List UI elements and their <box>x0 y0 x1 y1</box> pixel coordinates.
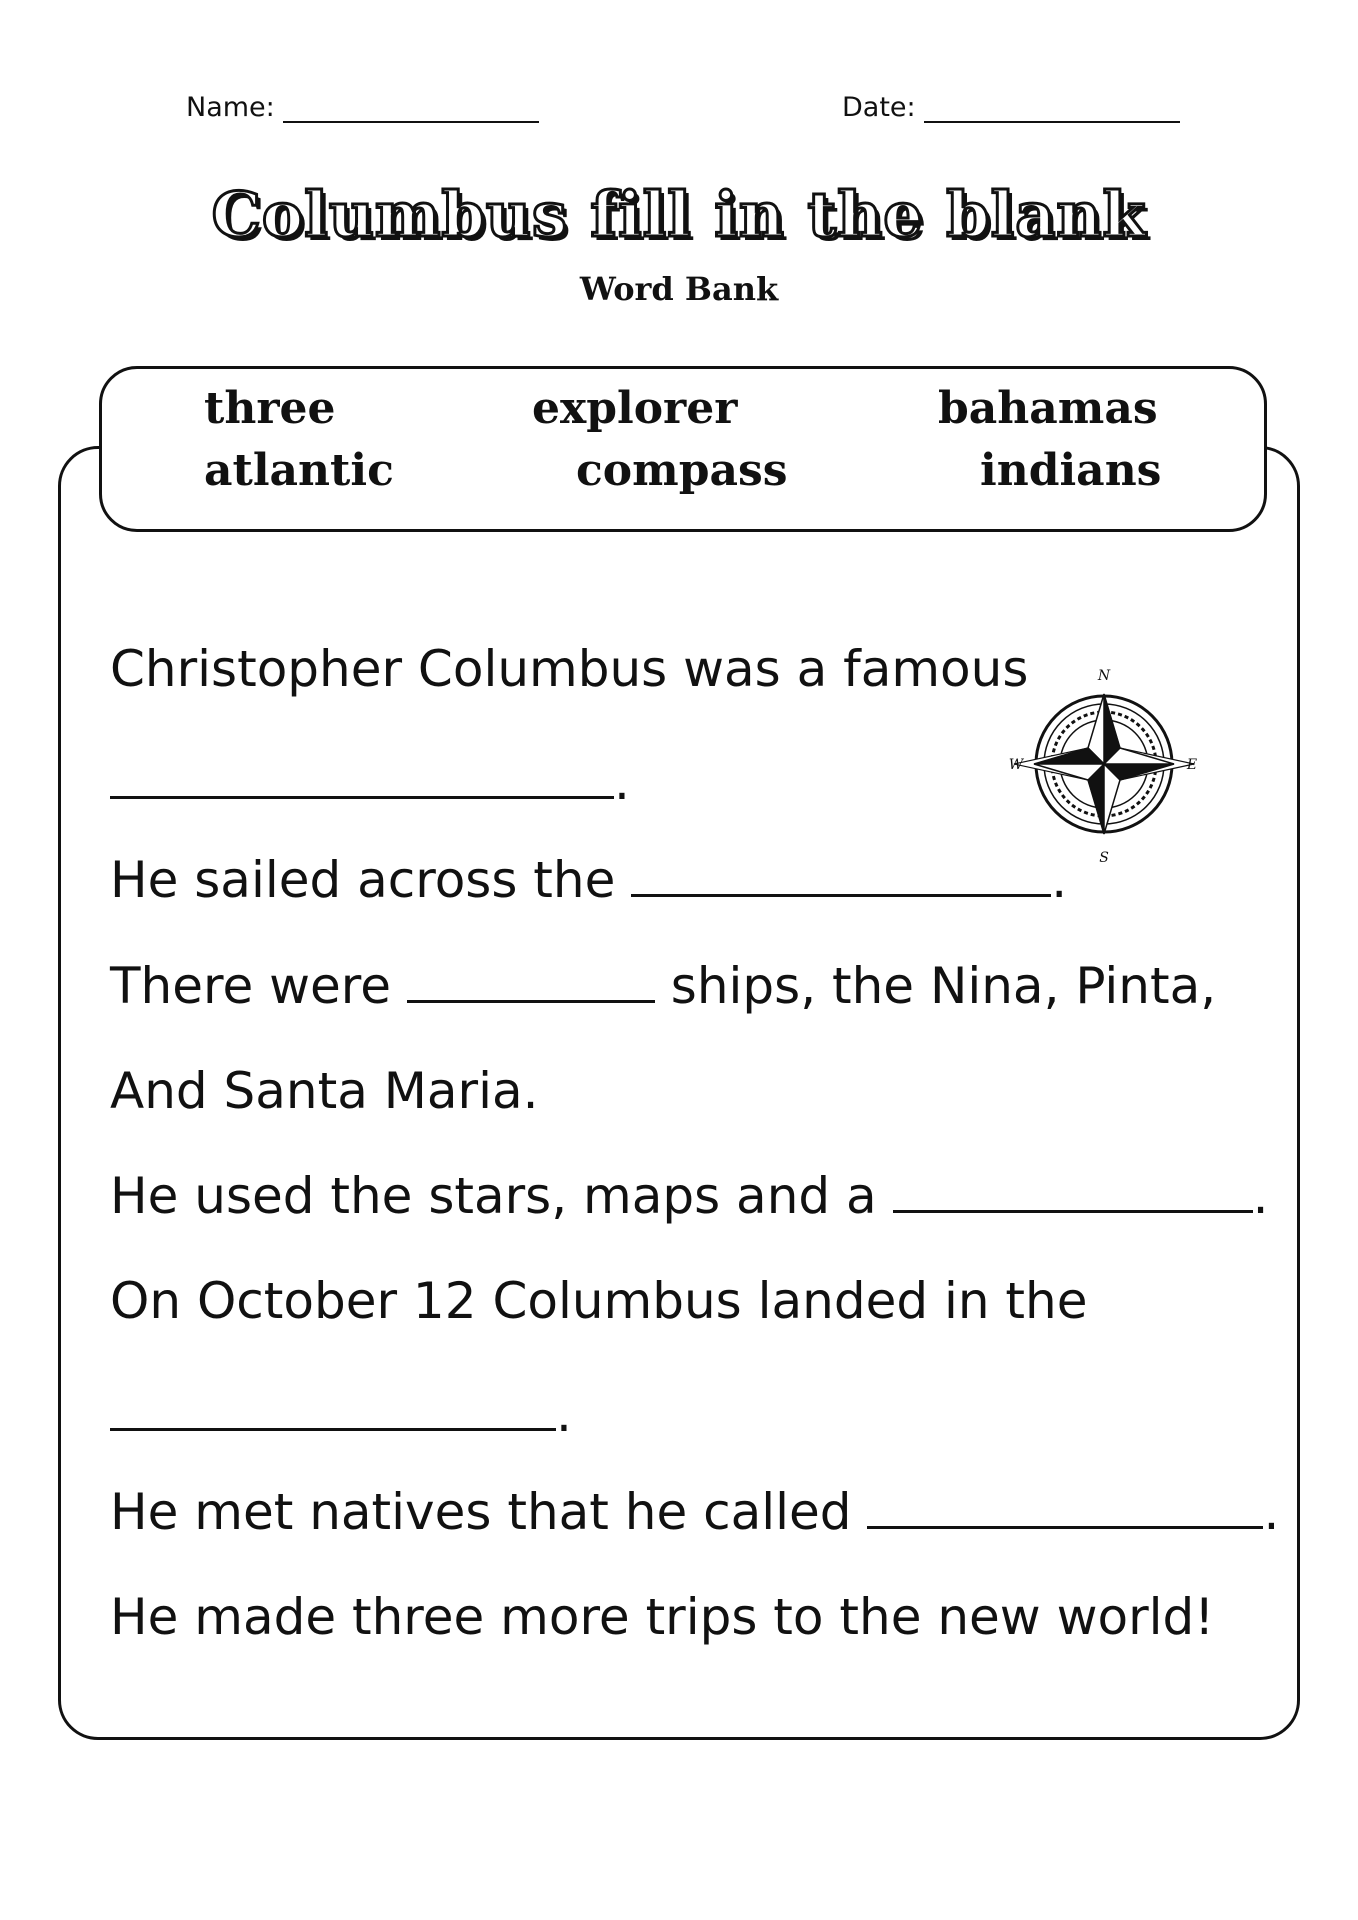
word-bank-box <box>99 366 1267 532</box>
sentence-line <box>110 1166 1268 1225</box>
sentence-text: And Santa Maria. <box>110 1062 539 1120</box>
sentence-line <box>110 640 1028 698</box>
sentence-text: . <box>1051 851 1068 909</box>
sentence-line <box>110 1482 1279 1541</box>
name-label: Name: <box>186 92 275 123</box>
answer-blank[interactable] <box>110 752 614 799</box>
sentence-line <box>110 1062 539 1120</box>
compass-n-label: N <box>1097 668 1111 684</box>
date-label: Date: <box>842 92 916 123</box>
compass-e-label: E <box>1186 757 1198 773</box>
word-bank-item: three <box>204 383 336 434</box>
date-blank[interactable] <box>924 95 1180 123</box>
answer-blank[interactable] <box>110 1384 556 1431</box>
compass-s-label: S <box>1099 850 1109 864</box>
sentence-line <box>110 850 1067 909</box>
sentence-text: . <box>1252 1167 1269 1225</box>
sentence-text: . <box>556 1385 572 1443</box>
sentence-line <box>110 956 1216 1015</box>
word-bank-item: bahamas <box>938 383 1158 434</box>
answer-blank[interactable] <box>407 956 655 1003</box>
word-bank-item: indians <box>980 445 1162 496</box>
word-bank-item: explorer <box>532 383 738 434</box>
name-field[interactable] <box>186 92 539 123</box>
sentence-text: On October 12 Columbus landed in the <box>110 1272 1088 1330</box>
word-bank-item: compass <box>576 445 788 496</box>
answer-blank[interactable] <box>631 850 1051 897</box>
compass-w-label: W <box>1008 757 1024 773</box>
page-title: Columbus fill in the blank <box>211 178 1147 251</box>
sentence-line <box>110 752 630 811</box>
sentence-text: He met natives that he called <box>110 1483 852 1541</box>
sentence-text: He used the stars, maps and a <box>110 1167 877 1225</box>
page-subtitle: Word Bank <box>579 270 779 308</box>
sentence-text: . <box>614 753 630 811</box>
compass-rose-icon <box>1004 664 1204 864</box>
sentence-text: . <box>1263 1483 1280 1541</box>
answer-blank[interactable] <box>893 1166 1253 1213</box>
sentence-line <box>110 1588 1214 1646</box>
name-blank[interactable] <box>283 95 539 123</box>
word-bank-item: atlantic <box>204 445 394 496</box>
date-field[interactable] <box>842 92 1180 123</box>
sentence-text: He made three more trips to the new world! <box>110 1588 1215 1646</box>
sentence-line <box>110 1384 572 1443</box>
sentence-text: Christopher Columbus was a famous <box>110 640 1029 698</box>
answer-blank[interactable] <box>867 1482 1263 1529</box>
sentence-line <box>110 1272 1088 1330</box>
sentence-text: He sailed across the <box>110 851 616 909</box>
sentence-text: There were <box>110 957 391 1015</box>
sentence-text: ships, the Nina, Pinta, <box>670 957 1217 1015</box>
